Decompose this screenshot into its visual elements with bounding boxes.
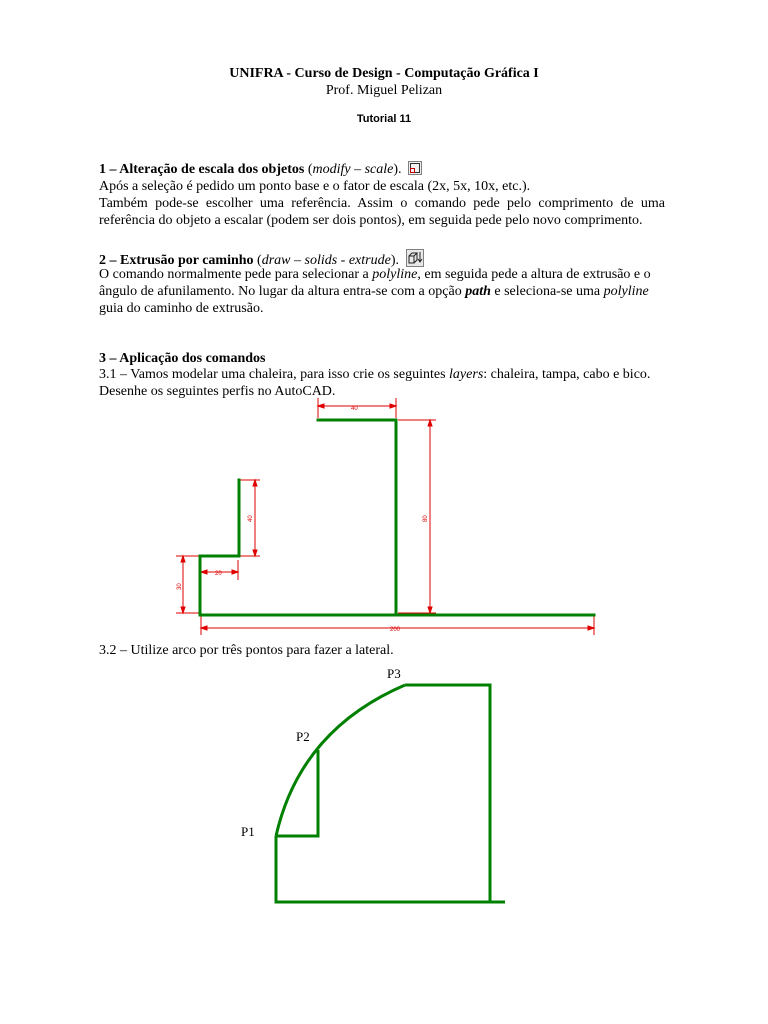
dim-left-upper-label: 40 xyxy=(248,515,254,522)
section1-heading: 1 – Alteração de escala dos objetos xyxy=(99,162,305,177)
section2-text-3: e seleciona-se uma xyxy=(490,284,604,299)
section2-polyline-1: polyline xyxy=(372,267,418,282)
dim-step-label: 20 xyxy=(215,571,222,577)
section3-1-text-d: Desenhe os seguintes perfis no AutoCAD. xyxy=(99,384,336,399)
tutorial-label: Tutorial 11 xyxy=(356,113,412,125)
document-subtitle: Prof. Miguel Pelizan xyxy=(325,83,443,98)
section2-polyline-2: polyline xyxy=(603,284,649,299)
section2-text-2: , em seguida pede a altura de extrusão e o ângulo de afunilamento. No lugar da altura entra-se com a opção xyxy=(99,267,651,299)
section1-cmd-close: ). xyxy=(393,162,402,177)
section1-cmd-open: ( xyxy=(304,162,313,177)
arc-profile-lines xyxy=(276,685,505,902)
section3-1-text-c: : chaleira, tampa, cabo e bico. xyxy=(483,367,651,382)
dim-top-label: 40 xyxy=(351,406,358,412)
point-p1-label: P1 xyxy=(241,824,255,839)
point-p2-label: P2 xyxy=(296,729,310,744)
section2-command: draw – solids - extrude xyxy=(261,253,391,268)
section3-1-text-a: 3.1 – Vamos modelar uma chaleira, para isso crie os seguintes xyxy=(99,367,450,382)
dim-right-label: 80 xyxy=(423,515,429,522)
section2-cmd-open: ( xyxy=(253,253,262,268)
section2-path: path xyxy=(465,284,491,299)
section3-1-layers: layers xyxy=(449,367,484,382)
dim-bottom-label: 200 xyxy=(390,627,401,633)
section3-2-text: 3.2 – Utilize arco por três pontos para fazer a lateral. xyxy=(99,643,394,658)
section2-text-4: guia do caminho de extrusão. xyxy=(99,301,264,316)
section1-command: modify – scale xyxy=(312,162,394,177)
section2-cmd-close: ). xyxy=(390,253,399,268)
point-p3-label: P3 xyxy=(387,666,401,681)
section1-line2: Também pode-se escolher uma referência. Assim o comando pede pelo comprimento de uma referência do objeto a escalar (podem ser dois pontos), em seguida pede pelo novo comprimento. xyxy=(99,196,665,228)
section2-text-1: O comando normalmente pede para selecionar a xyxy=(99,267,373,282)
section2-heading: 2 – Extrusão por caminho xyxy=(99,253,254,268)
dim-left-lower-label: 30 xyxy=(177,583,183,590)
section1-line1: Após a seleção é pedido um ponto base e o fator de escala (2x, 5x, 10x, etc.). xyxy=(99,179,531,194)
section3-heading: 3 – Aplicação dos comandos xyxy=(99,351,266,366)
document-title: UNIFRA - Curso de Design - Computação Gráfica I xyxy=(229,66,539,81)
